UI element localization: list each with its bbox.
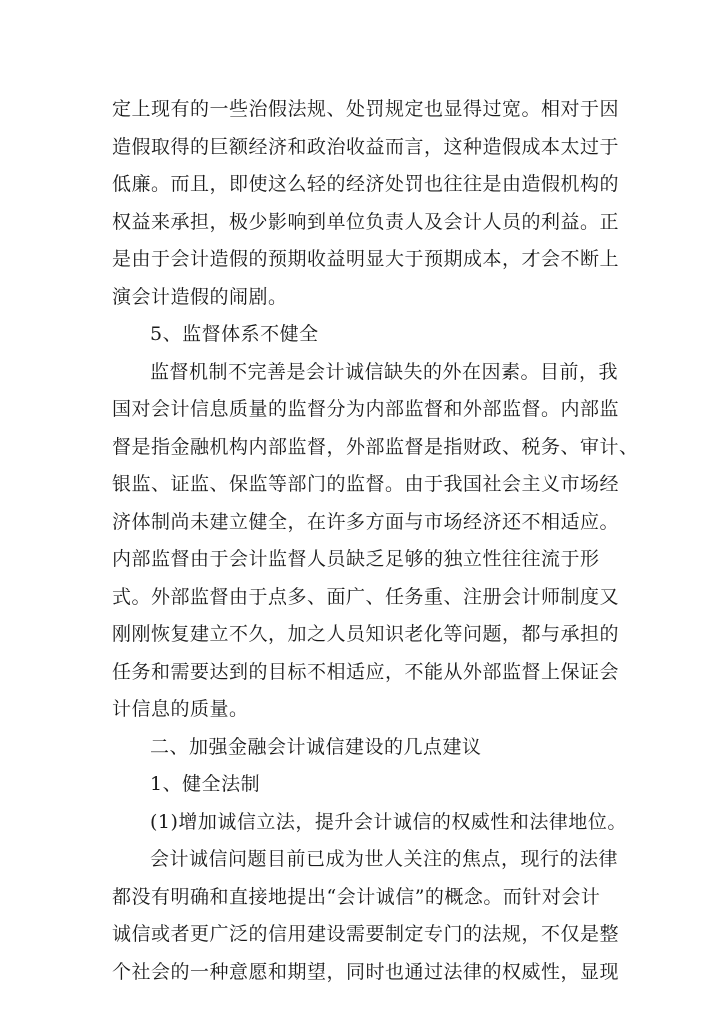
section-heading: 二、加强金融会计诚信建设的几点建议 — [150, 736, 482, 758]
text-line: 权益来承担，极少影响到单位负责人及会计人员的利益。正 — [112, 211, 620, 233]
text-line: 定上现有的一些治假法规、处罚规定也显得过宽。相对于因 — [112, 98, 620, 120]
text-line: 任务和需要达到的目标不相适应，不能从外部监督上保证会 — [112, 661, 620, 683]
subsection-heading: 1、健全法制 — [150, 773, 261, 795]
text-line: 监督机制不完善是会计诚信缺失的外在因素。目前，我 — [150, 361, 619, 383]
text-line: 诚信或者更广泛的信用建设需要制定专门的法规，不仅是整 — [112, 923, 620, 945]
text-line: 都没有明确和直接地提出“会计诚信”的概念。而针对会计 — [112, 886, 601, 908]
text-line: 督是指金融机构内部监督，外部监督是指财政、税务、审计、 — [112, 436, 639, 458]
text-line: 国对会计信息质量的监督分为内部监督和外部监督。内部监 — [112, 398, 620, 420]
text-line: 式。外部监督由于点多、面广、任务重、注册会计师制度又 — [112, 586, 620, 608]
text-line: 济体制尚未建立健全，在许多方面与市场经济还不相适应。 — [112, 511, 620, 533]
text-line: 是由于会计造假的预期收益明显大于预期成本，才会不断上 — [112, 248, 620, 270]
text-line: 造假取得的巨额经济和政治收益而言，这种造假成本太过于 — [112, 136, 620, 158]
section-heading: 5、监督体系不健全 — [150, 323, 319, 345]
text-line: (1)增加诚信立法，提升会计诚信的权威性和法律地位。 — [150, 811, 627, 833]
text-line: 银监、证监、保监等部门的监督。由于我国社会主义市场经 — [112, 473, 620, 495]
text-line: 会计诚信问题目前已成为世人关注的焦点，现行的法律 — [150, 848, 619, 870]
text-line: 刚刚恢复建立不久，加之人员知识老化等问题，都与承担的 — [112, 623, 620, 645]
text-line: 低廉。而且，即使这么轻的经济处罚也往往是由造假机构的 — [112, 173, 620, 195]
text-line: 计信息的质量。 — [112, 698, 249, 720]
text-line: 个社会的一种意愿和期望，同时也通过法律的权威性，显现 — [112, 961, 620, 983]
text-line: 内部监督由于会计监督人员缺乏足够的独立性往往流于形 — [112, 548, 600, 570]
text-line: 演会计造假的闹剧。 — [112, 286, 288, 308]
